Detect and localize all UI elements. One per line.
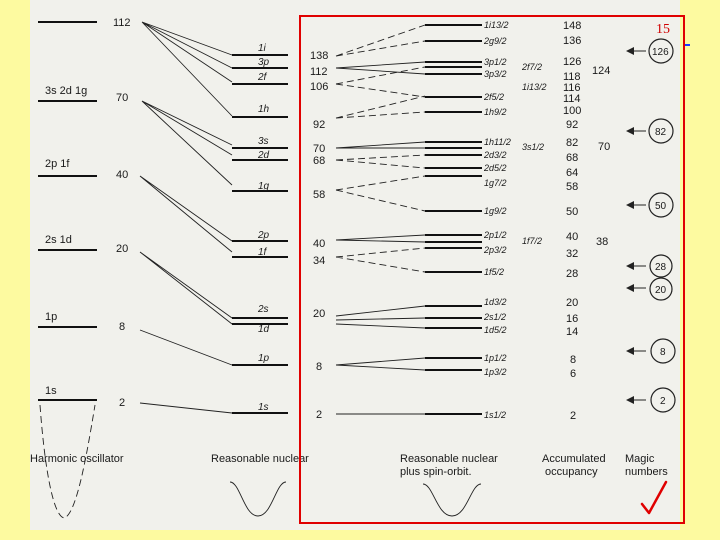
ho-number-2: 70 [116, 92, 129, 104]
ho-number-3: 40 [116, 169, 129, 181]
occupancy-caption-1: Accumulated [542, 453, 606, 465]
so-label-14: 1f5/2 [484, 267, 505, 277]
magic-126 [626, 39, 673, 63]
so-label-17: 2s1/2 [484, 312, 507, 322]
magic-label-2: 2 [660, 396, 666, 407]
occ-28: 28 [566, 268, 579, 280]
nuc-label-2p: 2p [258, 230, 270, 241]
occ-92: 92 [566, 119, 579, 131]
occ-32: 32 [566, 248, 579, 260]
split-2f [336, 67, 425, 97]
occ-8: 8 [570, 354, 577, 366]
nuc-number-92: 92 [313, 119, 326, 131]
occ-136: 136 [563, 35, 582, 47]
magic-label-28: 28 [655, 262, 667, 273]
nuclear-connectors-20 [140, 252, 232, 324]
check-mark-icon [642, 482, 666, 513]
spin-orbit-column [336, 20, 547, 516]
so-label-3: 3p1/2 [484, 57, 507, 67]
occ-64: 64 [566, 167, 579, 179]
nuc-label-2d: 2d [258, 150, 270, 161]
so-label-9: 2d5/2 [484, 163, 507, 173]
so-label-left-3: 3s1/2 [522, 142, 545, 152]
split-1p [336, 358, 425, 370]
split-3p [336, 62, 425, 74]
occ-20: 20 [566, 297, 579, 309]
occ-118: 118 [563, 71, 581, 83]
nuc-label-1i: 1i [258, 43, 266, 54]
occ-148: 148 [563, 20, 582, 32]
split-1i [336, 25, 425, 56]
so-label-1: 1i13/2 [484, 20, 509, 30]
nuclear-connector-2 [140, 403, 232, 413]
nuclear-column [140, 22, 309, 516]
nuclear-connector-8 [140, 330, 232, 365]
so-label-5: 2f5/2 [484, 92, 505, 102]
nuc-number-112: 112 [310, 66, 328, 78]
occ-extra-70: 70 [598, 141, 611, 153]
nuc-number-106: 106 [310, 81, 329, 93]
magic-numbers-column [625, 39, 675, 478]
so-label-2: 2g9/2 [484, 36, 507, 46]
occ-58: 58 [566, 181, 579, 193]
occ-14: 14 [566, 326, 579, 338]
split-2p [336, 235, 425, 242]
magic-8 [626, 339, 675, 363]
nuc-number-20: 20 [313, 308, 326, 320]
nuc-label-1d: 1d [258, 324, 270, 335]
ho-label-6: 1s [45, 385, 57, 397]
nuc-label-2f: 2f [258, 72, 267, 83]
occ-extra-124: 124 [592, 65, 611, 77]
ho-label-3: 2p 1f [45, 158, 70, 170]
occupancy-caption-2: occupancy [545, 466, 598, 478]
ho-number-1: 112 [113, 17, 131, 29]
occ-68: 68 [566, 152, 579, 164]
magic-label-50: 50 [655, 201, 667, 212]
so-label-18: 1d5/2 [484, 325, 507, 335]
so-label-13: 2p3/2 [484, 245, 507, 255]
so-label-12: 2p1/2 [484, 230, 507, 240]
nuclear-connectors-mid [142, 101, 232, 185]
nuc-label-3p: 3p [258, 57, 270, 68]
split-1f [336, 248, 425, 272]
split-2s-1d [336, 306, 425, 328]
magic-label-20: 20 [655, 285, 667, 296]
nuclear-potential-well [230, 482, 286, 516]
ho-number-5: 8 [119, 321, 126, 333]
nuc-number-70: 70 [313, 143, 326, 155]
so-label-10: 1g7/2 [484, 178, 507, 188]
nuc-number-68: 68 [313, 155, 326, 167]
ho-label-4: 2s 1d [45, 234, 72, 246]
nuc-label-3s: 3s [258, 136, 269, 147]
nuc-label-1p: 1p [258, 353, 270, 364]
magic-label-126: 126 [652, 47, 669, 58]
occ-116: 116 [563, 82, 581, 94]
magic-50 [626, 193, 673, 217]
occ-extra-38: 38 [596, 236, 609, 248]
so-label-left-1: 2f7/2 [522, 62, 543, 72]
ho-number-6: 2 [119, 397, 126, 409]
split-2d [336, 155, 425, 168]
split-1g [336, 176, 425, 211]
nuc-number-40: 40 [313, 238, 326, 250]
nuc-label-1f: 1f [258, 247, 267, 258]
magic-caption-2: numbers [625, 466, 668, 478]
nuclear-connectors-40 [140, 176, 232, 252]
nuc-number-138: 138 [310, 50, 329, 62]
so-label-8: 2d3/2 [484, 150, 507, 160]
nuc-label-1g: 1g [258, 181, 270, 192]
split-3s [336, 142, 425, 148]
nuclear-caption: Reasonable nuclear [211, 453, 309, 465]
so-label-11: 1g9/2 [484, 206, 507, 216]
magic-label-82: 82 [655, 127, 667, 138]
so-label-15: 1f7/2 [522, 236, 543, 246]
nuc-number-8: 8 [316, 361, 323, 373]
ho-caption: Harmonic oscillator [30, 453, 124, 465]
so-label-21: 1s1/2 [484, 410, 507, 420]
occ-126: 126 [563, 56, 582, 68]
occ-40: 40 [566, 231, 579, 243]
occ-114: 114 [563, 93, 581, 105]
magic-20 [626, 278, 672, 300]
magic-28 [626, 255, 672, 277]
so-caption-2: plus spin-orbit. [400, 466, 472, 478]
nuclear-connectors-top [142, 22, 232, 116]
occupancy-column [542, 20, 610, 478]
so-label-6: 1h9/2 [484, 107, 507, 117]
spin-orbit-potential-well [423, 484, 481, 516]
so-label-19: 1p1/2 [484, 353, 507, 363]
so-label-16: 1d3/2 [484, 297, 507, 307]
split-1h [336, 96, 425, 118]
nuclear-numbers [310, 50, 328, 421]
slide-number: 15 [656, 22, 670, 37]
magic-caption-1: Magic [625, 453, 655, 465]
occ-50: 50 [566, 206, 579, 218]
so-caption-1: Reasonable nuclear [400, 453, 498, 465]
harmonic-oscillator-column [30, 17, 131, 518]
so-label-4: 3p3/2 [484, 69, 507, 79]
nuc-number-2: 2 [316, 409, 323, 421]
ho-label-5: 1p [45, 311, 58, 323]
nuc-label-1h: 1h [258, 104, 270, 115]
magic-label-8: 8 [660, 347, 666, 358]
so-label-7: 1h11/2 [484, 137, 511, 147]
occ-82: 82 [566, 137, 579, 149]
occ-100: 100 [563, 105, 582, 117]
so-label-left-2: 1i13/2 [522, 82, 547, 92]
magic-82 [626, 119, 673, 143]
occ-2: 2 [570, 410, 577, 422]
so-label-20: 1p3/2 [484, 367, 507, 377]
nuc-number-58: 58 [313, 189, 326, 201]
nuc-number-34: 34 [313, 255, 326, 267]
occ-16: 16 [566, 313, 579, 325]
magic-2 [626, 388, 675, 412]
nuc-label-2s: 2s [258, 304, 269, 315]
ho-number-4: 20 [116, 243, 129, 255]
ho-label-2: 3s 2d 1g [45, 85, 88, 97]
occ-6: 6 [570, 368, 577, 380]
nuc-label-1s: 1s [258, 402, 269, 413]
